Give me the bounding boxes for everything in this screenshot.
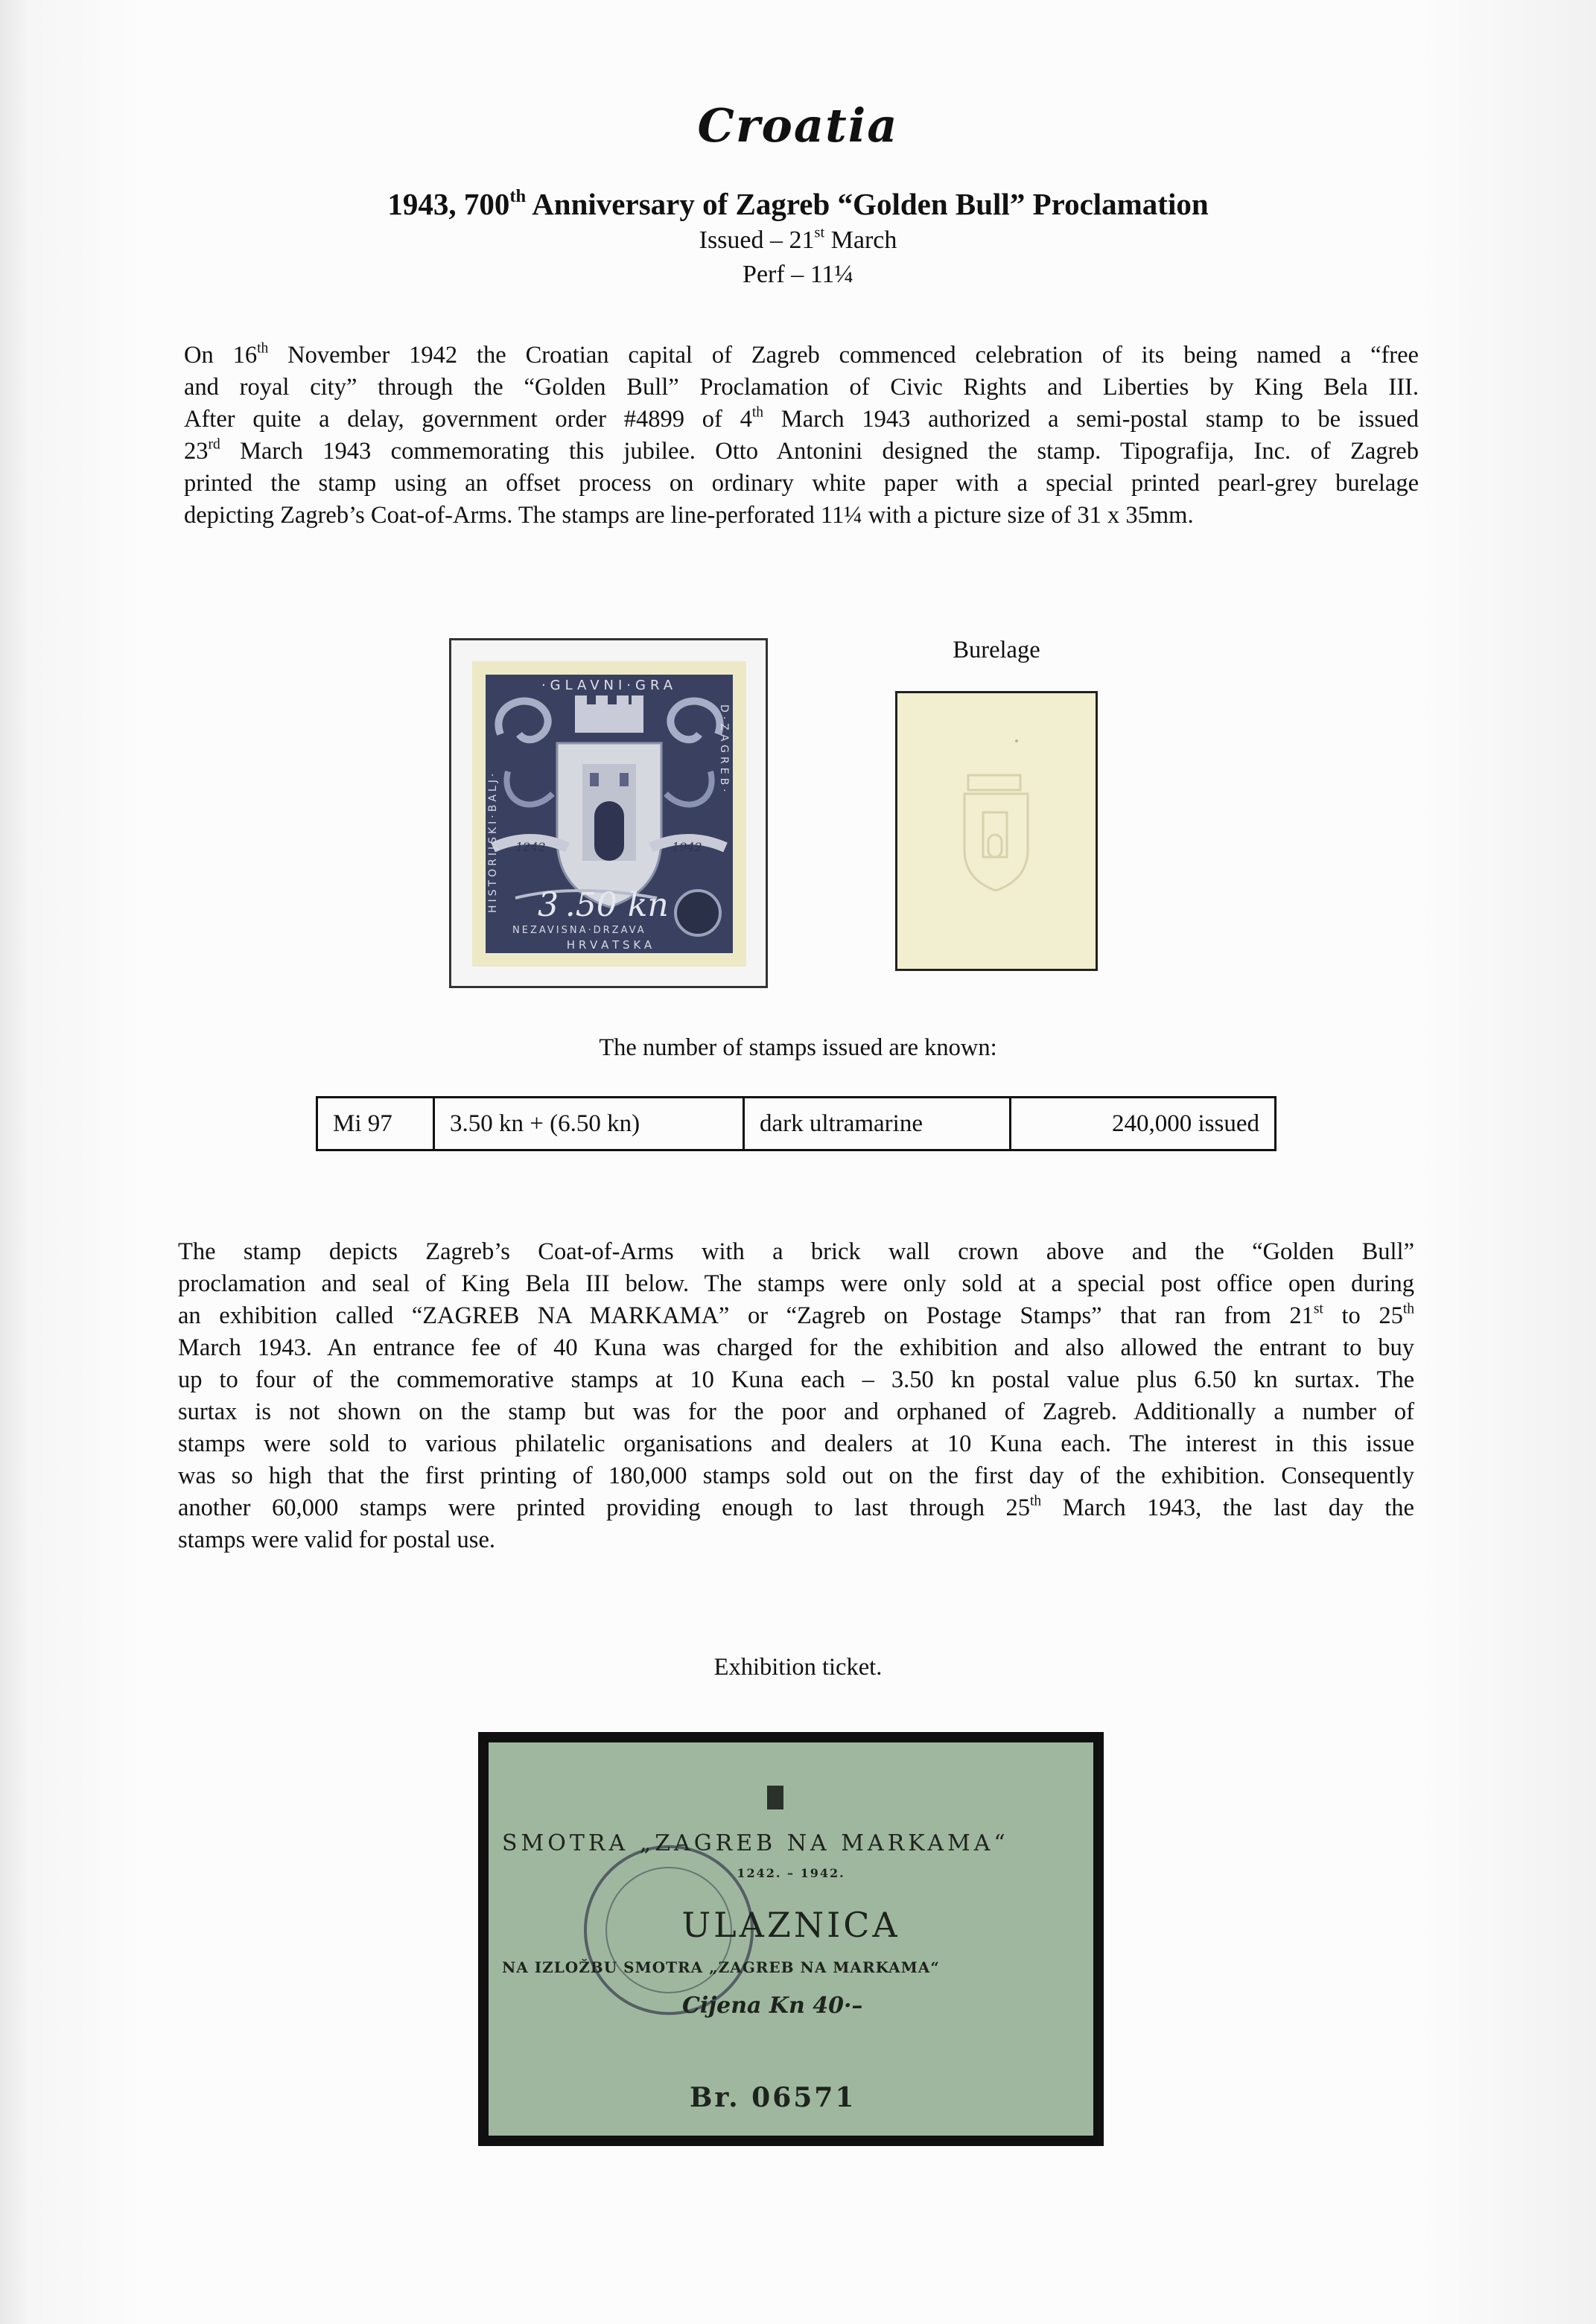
text-line: 23rd March 1943 commemorating this jubilee. Otto Antonini designed the stamp. Tipografija, Inc. of Zagreb — [184, 436, 1419, 465]
issue-quantity-table — [316, 1096, 1277, 1151]
text-line: printed the stamp using an offset process on ordinary white paper with a special printed pearl-grey burelage — [184, 470, 1419, 497]
stamp-value: 3 .50 kn — [538, 886, 669, 924]
stamp-country-inscription: H R V A T S K A — [566, 938, 652, 952]
stamp-right-inscription: D·ZAGREB· — [718, 704, 730, 796]
perforation: Perf – 11¼ — [743, 261, 853, 288]
ticket-heading: ULAZNICA — [681, 1905, 900, 1945]
stamp-value-cell: 3.50 kn + (6.50 kn) — [435, 1098, 745, 1149]
text-line: up to four of the commemorative stamps at 10 Kuna each – 3.50 kn postal value plus 6.50 kn surtax. The — [178, 1366, 1414, 1393]
ticket-number: Br. 06571 — [690, 2082, 856, 2113]
catalogue-number: Mi 97 — [318, 1098, 435, 1149]
stamp-image — [472, 661, 746, 967]
issued-known-caption: The number of stamps issued are known: — [599, 1034, 997, 1061]
text-line: stamps were sold to various philatelic organisations and dealers at 10 Kuna each. The interest in this issue — [178, 1430, 1414, 1457]
text-line: and royal city” through the “Golden Bull” Proclamation of Civic Rights and Liberties by King Bela III. — [184, 374, 1419, 401]
stamp-year-left: 1242 — [515, 840, 546, 854]
text-line: surtax is not shown on the stamp but was for the poor and orphaned of Zagreb. Additionally a number of — [178, 1398, 1414, 1425]
stamp-state-inscription: NEZAVISNA·DRZAVA — [512, 925, 646, 936]
country-title: Croatia — [697, 98, 899, 153]
ticket-admission-text: NA IZLOŽBU SMOTRA „ZAGREB NA MARKAMA“ — [502, 1958, 940, 1976]
text-line: was so high that the first printing of 180,000 stamps sold out on the first day of the exhibition. Consequently — [178, 1462, 1414, 1489]
description-paragraph — [178, 1236, 1414, 1556]
stamp-colour: dark ultramarine — [745, 1098, 1011, 1149]
text-line: On 16th November 1942 the Croatian capital of Zagreb commenced celebration of its being named a “free — [184, 340, 1419, 369]
exhibition-ticket — [478, 1732, 1104, 2146]
ticket-face — [489, 1742, 1093, 2136]
text-line: another 60,000 stamps were printed providing enough to last through 25th March 1943, the last day the — [178, 1493, 1414, 1521]
text-line: After quite a delay, government order #4899 of 4th March 1943 authorized a semi-postal stamp to be issued — [184, 404, 1419, 433]
burelage-coat-of-arms-icon — [897, 693, 1096, 969]
stamp-year-right: 1942 — [672, 840, 702, 854]
text-line: depicting Zagreb’s Coat-of-Arms. The stamps are line-perforated 11¼ with a picture size of 31 x 35mm. — [184, 502, 1194, 529]
issue-title: 1943, 700th Anniversary of Zagreb “Golden Bull” Proclamation — [387, 185, 1209, 221]
intro-paragraph — [184, 340, 1419, 532]
ticket-caption: Exhibition ticket. — [713, 1654, 883, 1681]
burelage-sample — [895, 691, 1098, 971]
text-line: The stamp depicts Zagreb’s Coat-of-Arms with a brick wall crown above and the “Golden Bull” — [178, 1238, 1414, 1265]
issue-date: Issued – 21st March — [699, 224, 897, 254]
ticket-price: Cijena Kn 40·– — [682, 1993, 863, 2019]
stamp-top-inscription: ·GLAVNI·GRA — [541, 678, 678, 693]
quantity-issued: 240,000 issued — [1112, 1110, 1259, 1137]
text-line: proclamation and seal of King Bela III below. The stamps were only sold at a special post office open during — [178, 1270, 1414, 1297]
burelage-caption: Burelage — [953, 637, 1040, 663]
stamp-design — [486, 675, 733, 953]
text-line: an exhibition called “ZAGREB NA MARKAMA” or “Zagreb on Postage Stamps” that ran from 21st to 25th — [178, 1301, 1414, 1329]
stamp-left-inscription: HISTORIJSKI·BALJ· — [487, 770, 499, 913]
ticket-exhibition-name: SMOTRA „ZAGREB NA MARKAMA“ — [502, 1830, 1009, 1856]
stamp-mount — [449, 638, 768, 988]
ticket-years: 1242. – 1942. — [737, 1866, 845, 1880]
text-line: March 1943. An entrance fee of 40 Kuna was charged for the exhibition and also allowed the entrant to buy — [178, 1334, 1414, 1361]
text-line: stamps were valid for postal use. — [178, 1526, 496, 1553]
